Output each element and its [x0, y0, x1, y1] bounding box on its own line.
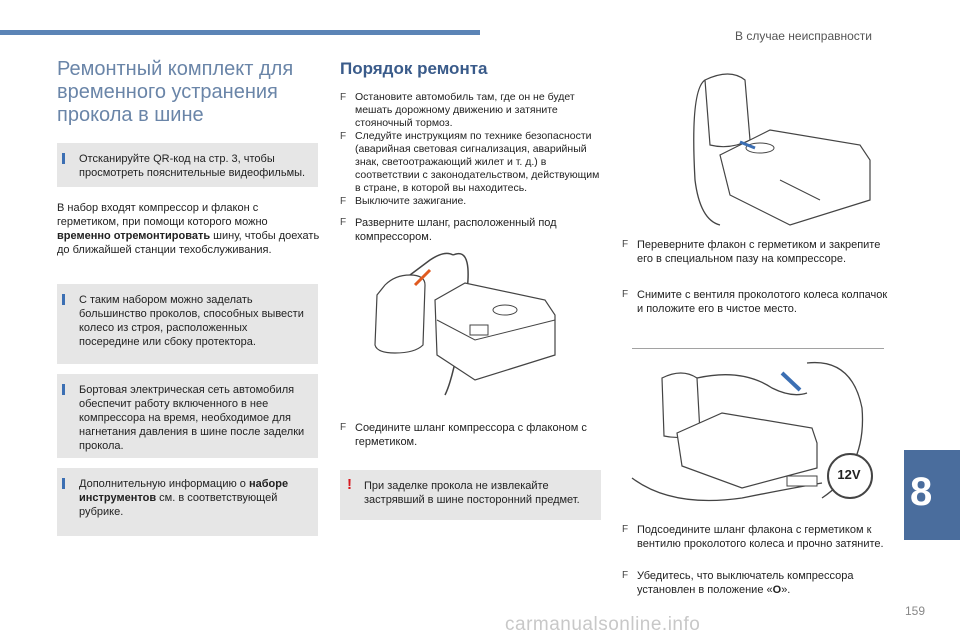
step-item [340, 130, 602, 195]
warning-icon: ! [347, 476, 352, 493]
step-text: Выключите зажигание. [355, 195, 467, 207]
intro-text-bold: временно отремонтировать [57, 230, 211, 242]
watermark: carmanualsonline.info [505, 614, 701, 635]
page-number: 159 [905, 604, 926, 618]
info-text-usage: С таким набором можно заделать большинство проколов, способных вывести колесо из строя, расположенных посередине или сбоку протектора. [79, 294, 304, 348]
section-title: В случае неисправности [735, 29, 872, 43]
step-marker: F [340, 217, 347, 228]
step-item [622, 288, 892, 316]
step-text: Снимите с вентиля проколотого колеса колпачок и положите его в чистое место. [637, 289, 888, 315]
step-text: Переверните флакон с герметиком и закрепите его в специальном пазу на компрессоре. [637, 239, 881, 265]
repair-heading: Порядок ремонта [340, 59, 488, 78]
top-accent-bar [0, 30, 480, 35]
page-title: Ремонтный комплект для временного устранения прокола в шине [57, 58, 294, 126]
more-text-end: см. в соответствующей рубрике. [79, 492, 278, 518]
step-text: Разверните шланг, расположенный под компрессором. [355, 217, 557, 243]
step-item [622, 523, 892, 551]
info-box-more [57, 468, 318, 536]
info-text-power: Бортовая электрическая сеть автомобиля обеспечит работу включенного в нее компрессора на время, необходимое для нагнетания давления в шине после заделки прокола. [79, 384, 305, 452]
intro-text-start: В набор входят компрессор и флакон с герметиком, при помощи которого можно [57, 202, 268, 228]
info-icon [62, 153, 65, 164]
step-marker: F [622, 289, 629, 300]
step-item [622, 569, 892, 597]
switch-position: O [772, 584, 782, 596]
step-marker: F [340, 196, 347, 207]
step-text-end: ». [781, 584, 791, 596]
step-item [340, 421, 602, 449]
chapter-tab [904, 450, 960, 540]
step-marker: F [622, 570, 629, 581]
info-icon [62, 384, 65, 395]
step-text: Соедините шланг компрессора с флаконом с герметиком. [355, 422, 587, 448]
step-text: Подсоедините шланг флакона с герметиком к вентилю проколотого колеса и прочно затяните. [637, 524, 884, 550]
info-box-power [57, 374, 318, 458]
step-marker: F [340, 422, 347, 433]
intro-text-end: шину, чтобы доехать до ближайшей станции техобслуживания. [57, 230, 320, 256]
compressor-hose-illustration [355, 245, 595, 405]
step-marker: F [340, 131, 347, 142]
step-text: Остановите автомобиль там, где он не будет мешать дорожному движению и затяните стояночный тормоз. [355, 91, 575, 129]
info-icon [62, 294, 65, 305]
steps-list-middle [340, 421, 602, 449]
step-text: Следуйте инструкциям по технике безопасности (аварийная световая сигнализация, аварийный знак, светоотражающий жилет и т. д.) в соответствии с законодательством, действующим в стране, в которой вы находитесь. [355, 130, 600, 194]
step-marker: F [622, 239, 629, 250]
step-item [622, 238, 892, 266]
step-text-start: Убедитесь, что выключатель компрессора установлен в положение « [637, 570, 854, 596]
more-text-link[interactable]: наборе инструментов [79, 478, 289, 504]
step-item [340, 216, 602, 244]
step-item [340, 91, 602, 130]
bottle-mount-illustration [660, 60, 890, 230]
info-text-more [79, 477, 310, 519]
info-box-usage [57, 284, 318, 364]
steps-list-right-bottom [622, 523, 892, 597]
chapter-number: 8 [910, 470, 933, 514]
intro-paragraph [57, 201, 322, 257]
warning-box [340, 470, 601, 520]
step-marker: F [340, 92, 347, 103]
info-box-qr [57, 143, 318, 187]
steps-list-right-top [622, 238, 892, 316]
more-text-start: Дополнительную информацию о [79, 478, 249, 490]
step-marker: F [622, 524, 629, 535]
tyre-connection-illustration [622, 348, 884, 516]
step-item [340, 195, 602, 208]
warning-text: При заделке прокола не извлекайте застрявший в шине посторонний предмет. [364, 480, 580, 506]
info-icon [62, 478, 65, 489]
socket-label: 12V [837, 467, 861, 482]
steps-list-top [340, 91, 602, 244]
info-text-qr: Отсканируйте QR-код на стр. 3, чтобы просмотреть пояснительные видеофильмы. [79, 153, 306, 179]
